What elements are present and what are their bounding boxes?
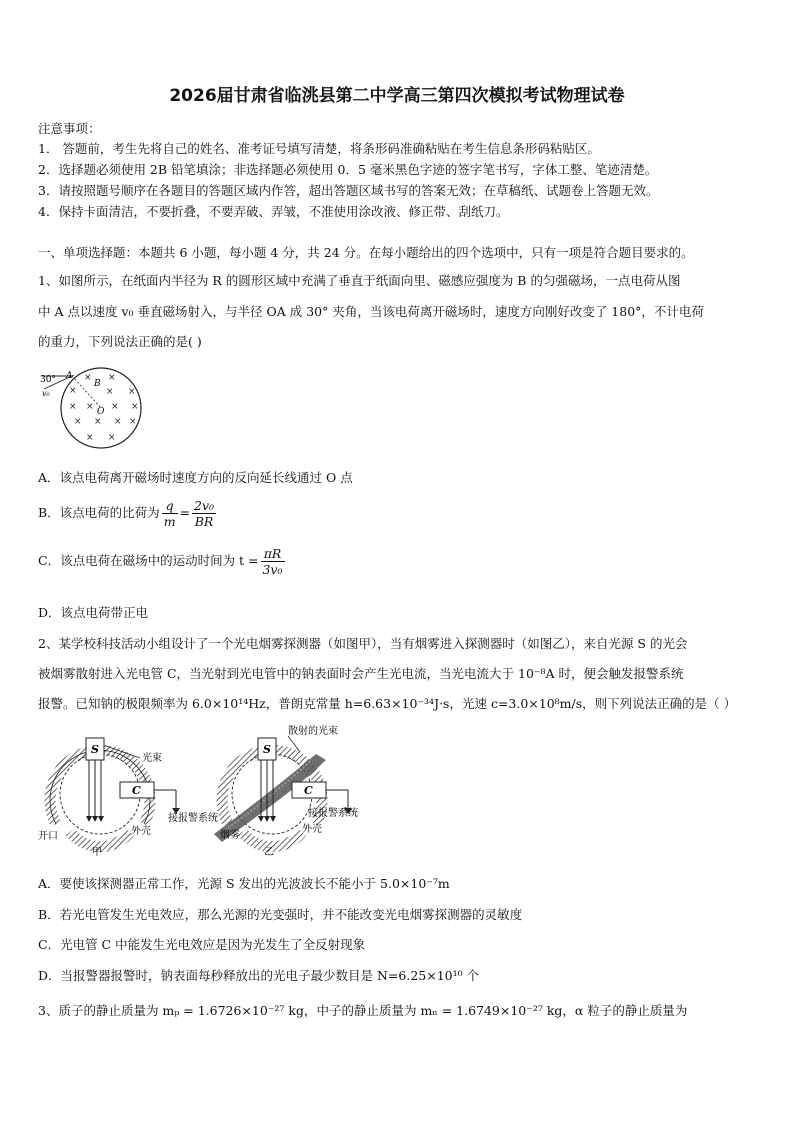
svg-text:外壳: 外壳: [302, 824, 322, 835]
question-2-stem: 报警。已知钠的极限频率为 6.0×10¹⁴Hz，普朗克常量 h=6.63×10⁻³⁴J·s，光速 c=3.0×10⁸m/s，则下列说法正确的是（ ）: [38, 696, 737, 711]
svg-text:C: C: [304, 784, 313, 797]
svg-text:光束: 光束: [142, 753, 162, 764]
q1-option-d: D．该点电荷带正电: [38, 605, 149, 620]
notice-item: 2．选择题必须使用 2B 铅笔填涂；非选择题必须使用 0．5 毫米黑色字迹的签字笔书写，字体工整、笔迹清楚。: [38, 162, 658, 177]
point-a-label: A: [66, 371, 73, 381]
notice-item: 4．保持卡面清洁，不要折叠，不要弄破、弄皱，不准使用涂改液、修正带、刮纸刀。: [38, 204, 509, 219]
q2-option-d: D．当报警器报警时，钠表面每秒释放出的光电子最少数目是 N=6.25×10¹⁰ 个: [38, 968, 480, 983]
svg-text:×: ×: [111, 402, 119, 412]
question-3-stem: 3、质子的静止质量为 mₚ = 1.6726×10⁻²⁷ kg，中子的静止质量为 mₙ = 1.6749×10⁻²⁷ kg，α 粒子的静止质量为: [38, 1003, 688, 1018]
svg-text:×: ×: [108, 433, 116, 443]
velocity-label: v₀: [42, 389, 50, 398]
svg-text:外壳: 外壳: [131, 826, 151, 837]
q2-option-b: B．若光电管发生光电效应，那么光源的光变强时，并不能改变光电烟雾探测器的灵敏度: [38, 907, 523, 922]
svg-text:×: ×: [131, 402, 139, 412]
svg-text:S: S: [91, 743, 99, 756]
q1-option-a: A．该点电荷离开磁场时速度方向的反向延长线通过 O 点: [38, 470, 353, 485]
q1-option-b: B．该点电荷的比荷为 $\frac{q}{m}$ = $\frac{\text{2v₀}}{BR}$: [38, 498, 215, 529]
svg-text:×: ×: [108, 373, 116, 383]
svg-text:甲: 甲: [92, 847, 102, 858]
diagram-jia: [38, 738, 218, 858]
q2-option-c: C．光电管 C 中能发生光电效应是因为光发生了全反射现象: [38, 937, 366, 952]
question-2-stem: 2、某学校科技活动小组设计了一个光电烟雾探测器（如图甲），当有烟雾进入探测器时（如图乙），来自光源 S 的光会: [38, 636, 688, 651]
svg-text:散射的光束: 散射的光束: [288, 726, 338, 737]
q1-option-c: C．该点电荷在磁场中的运动时间为 t = $\frac{\pi R}{\text{3v₀}}$: [38, 546, 283, 577]
question-2-stem: 被烟雾散射进入光电管 C，当光射到光电管中的钠表面时会产生光电流，当光电流大于 10⁻⁸A 时，便会触发报警系统: [38, 666, 684, 681]
point-o-label: O: [97, 407, 105, 417]
svg-text:×: ×: [69, 402, 77, 412]
q2-option-a: A．要使该探测器正常工作，光源 S 发出的光波波长不能小于 5.0×10⁻⁷m: [38, 876, 450, 891]
svg-text:×: ×: [86, 402, 94, 412]
point-b-label: B: [94, 379, 101, 389]
question-1-stem: 1、如图所示，在纸面内半径为 R 的圆形区域中充满了垂直于纸面向里、磁感应强度为 B 的匀强磁场，一点电荷从图: [38, 273, 681, 288]
svg-text:×: ×: [84, 373, 92, 383]
exam-title: 2026届甘肃省临洮县第二中学高三第四次模拟考试物理试卷: [169, 86, 625, 106]
svg-text:×: ×: [94, 417, 102, 427]
svg-text:接报警系统: 接报警系统: [168, 813, 218, 824]
notice-item: 1． 答题前，考生先将自己的姓名、准考证号填写清楚，将条形码准确粘贴在考生信息条形码粘贴区。: [38, 141, 600, 156]
section-heading: 一、单项选择题：本题共 6 小题，每小题 4 分，共 24 分。在每小题给出的四个选项中，只有一项是符合题目要求的。: [38, 245, 694, 260]
svg-text:烟雾: 烟雾: [220, 830, 240, 841]
svg-text:接报警系统: 接报警系统: [308, 808, 358, 819]
svg-text:开口: 开口: [38, 831, 58, 842]
svg-text:乙: 乙: [264, 847, 274, 858]
angle-label: 30°: [40, 375, 56, 385]
svg-text:×: ×: [106, 387, 114, 397]
notice-item: 3．请按照题号顺序在各题目的答题区域内作答，超出答题区域书写的答案无效；在草稿纸、试题卷上答题无效。: [38, 183, 659, 198]
svg-text:×: ×: [128, 387, 136, 397]
svg-text:×: ×: [74, 417, 82, 427]
svg-text:×: ×: [129, 417, 137, 427]
diagram-yi: [214, 724, 358, 858]
question-1-stem: 的重力，下列说法正确的是( ): [38, 334, 202, 349]
magnetic-field-figure: [36, 366, 156, 456]
smoke-detector-figure: [36, 724, 376, 862]
svg-text:C: C: [132, 784, 141, 797]
svg-text:×: ×: [86, 433, 94, 443]
question-1-stem: 中 A 点以速度 v₀ 垂直磁场射入，与半径 OA 成 30° 夹角，当该电荷离开磁场时，速度方向刚好改变了 180°，不计电荷: [38, 304, 704, 319]
svg-text:×: ×: [69, 386, 77, 396]
svg-text:S: S: [263, 743, 271, 756]
notice-heading: 注意事项：: [38, 121, 101, 136]
svg-text:×: ×: [114, 417, 122, 427]
